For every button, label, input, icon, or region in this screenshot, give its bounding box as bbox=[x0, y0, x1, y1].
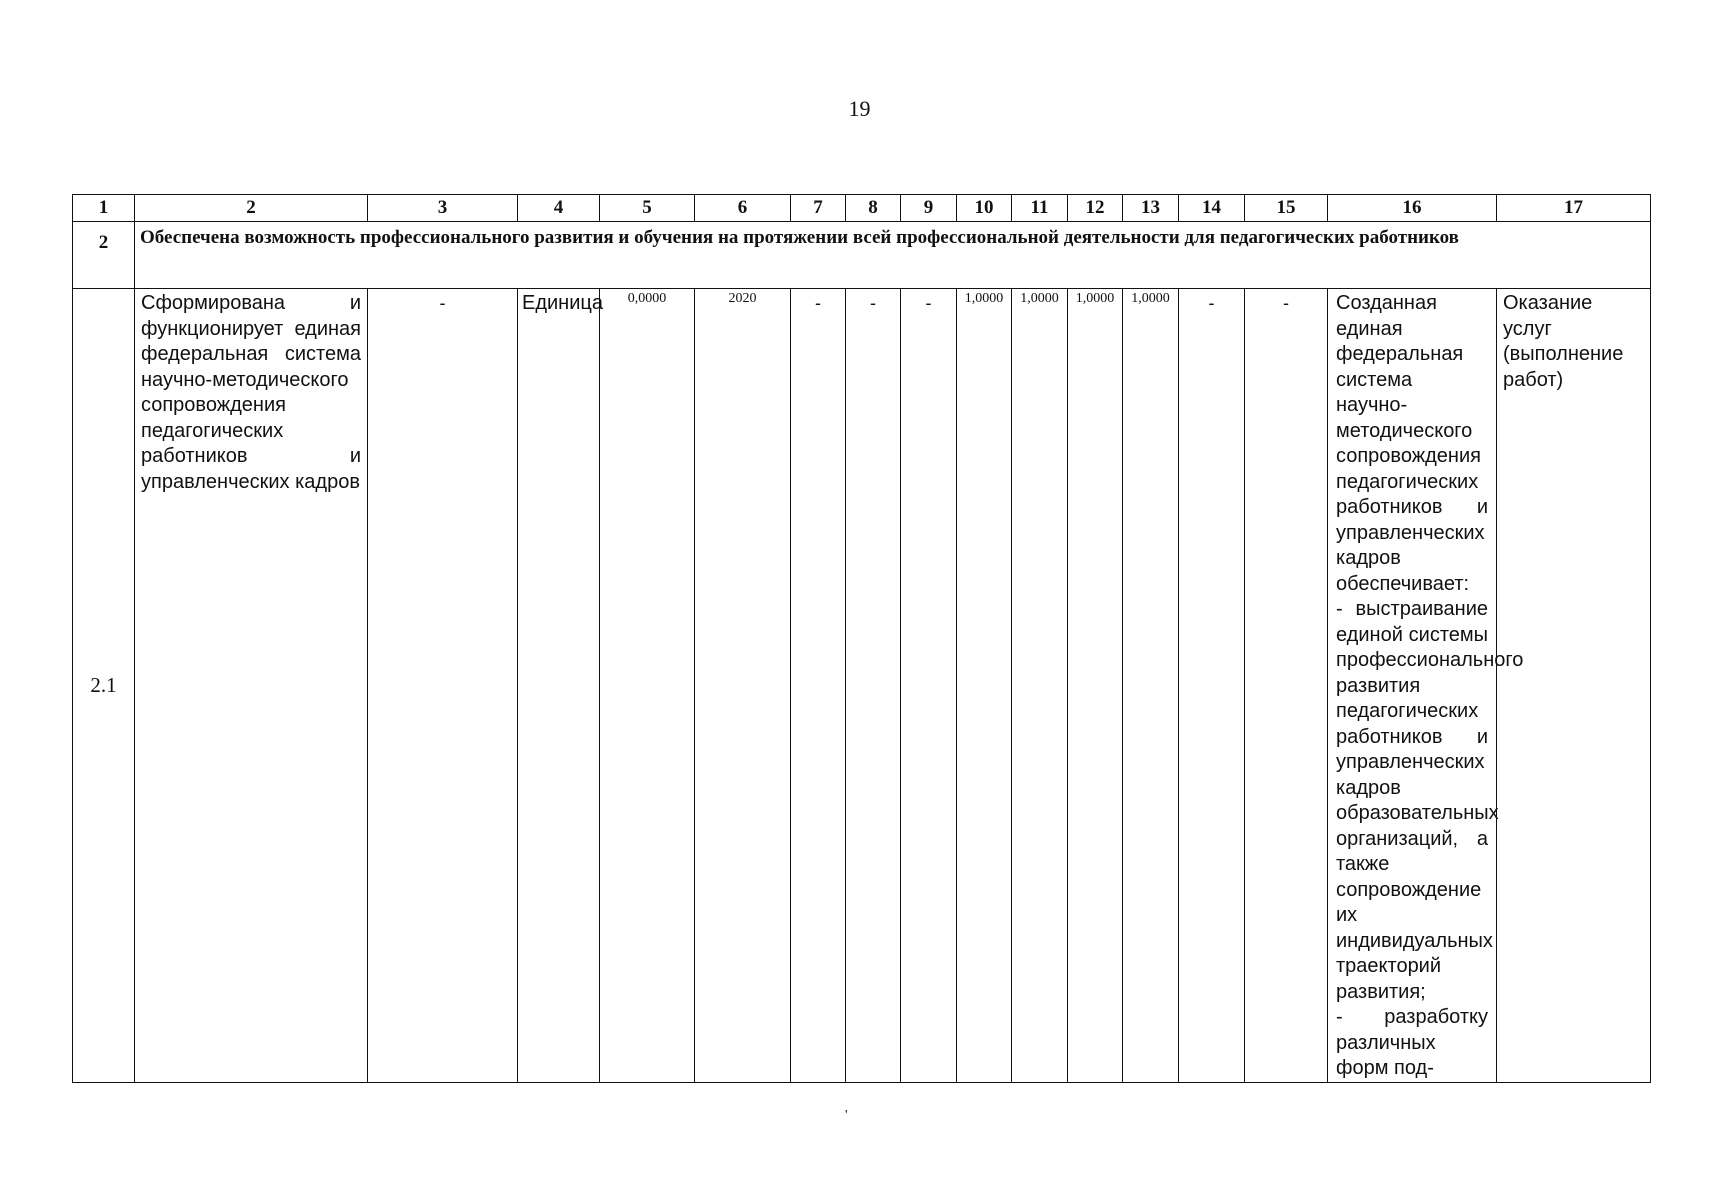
result-description-cell bbox=[1328, 289, 1524, 1083]
column-number: 6 bbox=[695, 195, 791, 222]
col15-cell: - bbox=[1245, 289, 1328, 1083]
result-name-cell bbox=[135, 289, 368, 1083]
section-title: Обеспечена возможность профессионального развития и обучения на протяжении всей профессиональной деятельности для педагогических работников bbox=[135, 222, 1651, 289]
row-number: 2.1 bbox=[73, 289, 135, 1083]
column-number: 3 bbox=[368, 195, 518, 222]
column-number: 11 bbox=[1012, 195, 1068, 222]
column-number: 7 bbox=[791, 195, 846, 222]
base-year-cell: 2020 bbox=[695, 289, 791, 1083]
col11-cell: 1,0000 bbox=[1012, 289, 1068, 1083]
base-value-cell: 0,0000 bbox=[600, 289, 695, 1083]
column-number: 14 bbox=[1179, 195, 1245, 222]
column-number: 2 bbox=[135, 195, 368, 222]
column-number: 13 bbox=[1123, 195, 1179, 222]
col10-cell: 1,0000 bbox=[957, 289, 1012, 1083]
unit-cell: Единица bbox=[518, 289, 600, 1083]
result-type-cell bbox=[1497, 289, 1651, 1083]
footer-mark: ' bbox=[845, 1108, 848, 1123]
col12-cell: 1,0000 bbox=[1068, 289, 1123, 1083]
column-number: 1 bbox=[73, 195, 135, 222]
column-number: 15 bbox=[1245, 195, 1328, 222]
section-row bbox=[73, 222, 1651, 289]
column-number: 5 bbox=[600, 195, 695, 222]
result-description: Созданная единая федеральная система научно-методического сопровождения педагогических работников и управленческих кадров обеспечивает: - выстраивание единой системы профессионального развития педагогических работников и управленческих кадров образовательных организаций, а также сопровождение их индивидуальных траекторий развития; - разработку различных форм под- bbox=[1336, 292, 1524, 1079]
col9-cell: - bbox=[901, 289, 957, 1083]
result-name: Сформирована и функционирует единая федеральная система научно-методического сопровождения педагогических работников и управленческих кадров bbox=[141, 292, 361, 493]
col14-cell: - bbox=[1179, 289, 1245, 1083]
column-number: 10 bbox=[957, 195, 1012, 222]
col8-cell: - bbox=[846, 289, 901, 1083]
column-number: 9 bbox=[901, 195, 957, 222]
col13-cell: 1,0000 bbox=[1123, 289, 1179, 1083]
col7-cell: - bbox=[791, 289, 846, 1083]
col3-cell: - bbox=[368, 289, 518, 1083]
table-row bbox=[73, 289, 1651, 1083]
result-type: Оказание услуг (выполнение работ) bbox=[1503, 292, 1624, 391]
column-number: 17 bbox=[1497, 195, 1651, 222]
column-number: 16 bbox=[1328, 195, 1497, 222]
page-number: 19 bbox=[848, 96, 871, 121]
column-number: 8 bbox=[846, 195, 901, 222]
column-number-row bbox=[73, 195, 1651, 222]
section-number: 2 bbox=[73, 222, 135, 289]
column-number: 4 bbox=[518, 195, 600, 222]
column-number: 12 bbox=[1068, 195, 1123, 222]
results-table bbox=[72, 194, 1651, 1083]
